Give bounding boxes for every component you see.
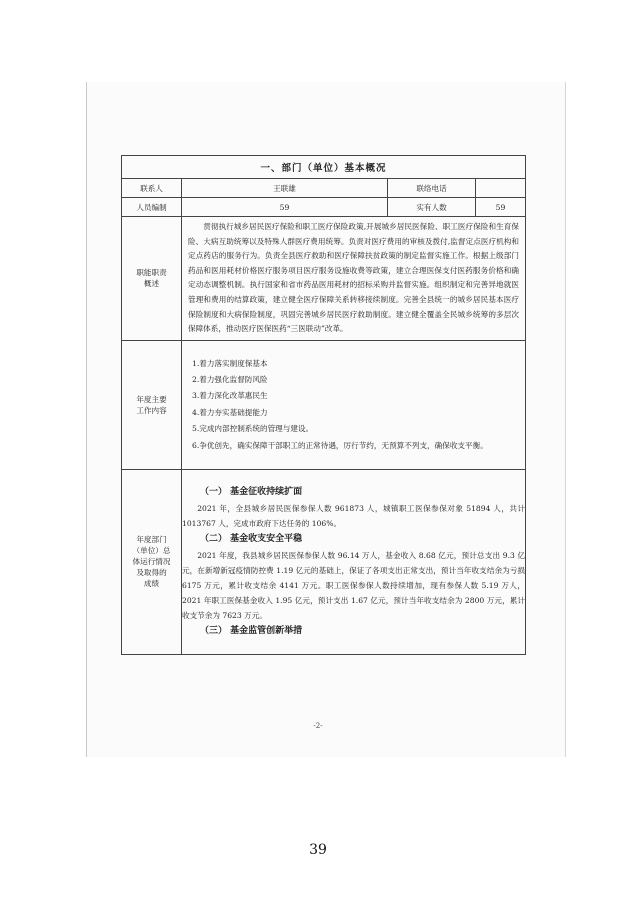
staffing-label: 人员编制: [122, 198, 182, 217]
performance-cell: [182, 469, 526, 654]
basic-info-table: [121, 155, 526, 655]
annual-tasks-label: 年度主要 工作内容: [122, 340, 182, 469]
annual-tasks-cell: [182, 340, 526, 469]
section-heading-fund-balance: （二） 基金收支安全平稳: [200, 533, 303, 544]
section-text-fund-collection: 2021 年，全县城乡居民医保参保人数 961873 人，城镇职工医保参保对象 51894 人，共计 1013767 人，完成市政府下达任务的 106%。: [182, 503, 526, 528]
phone-label: 联络电话: [388, 179, 476, 198]
staffing-quota: 59: [182, 198, 388, 217]
contact-name: 王联雄: [182, 179, 388, 198]
actual-staff-label: 实有人数: [388, 198, 476, 217]
annual-tasks-list: [182, 352, 525, 458]
list-item: 6.争优创先，确实保障干部职工的正常待遇，厉行节约，无预算不列支，确保收支平衡。: [192, 440, 488, 450]
duties-cell: [182, 217, 526, 341]
section-title: 一、部门（单位）基本概况: [122, 156, 526, 179]
section-text-fund-balance: 2021 年度，我县城乡居民医保参保人数 96.14 万人，基金收入 8.68 亿元，预计总支出 9.3 亿元，在新增新冠疫情防控费 1.19 亿元的基础上，保证了各项支出正常支出，预计当年收支结余为亏损 6175 万元，累计收支结余 4141 万元。职工医保参保人数持续增加，现有参保人数 5.19 万人，2021 年职工医保基金收入 1.95 亿元，预计支出 1.67 亿元，预计当年收支结余为 2800 万元，累计收支节余为 7623 万元。: [182, 550, 526, 620]
duties-text: 贯彻执行城乡居民医疗保险和职工医疗保险政策,开展城乡居民医保险、职工医疗保险和生育保险、大病互助统筹以及特殊人群医疗费用统筹。负责对医疗费用的审核及拨付,监督定点医疗机构和定点药店的服务行为。负责全县医疗救助和医疗保障扶贫政策的制定监督实施工作。根据上级部门药品和医用耗材价格医疗服务项目医疗服务设施收费等政策，建立合理医保支付医药服务价格和确定动态调整机制。执行国家和省市药品医用耗材的招标采购并监督实施。组织制定和完善异地就医管理和费用的结算政策，建立健全医疗保障关系转移接续制度。完善全县统一的城乡居民基本医疗保险制度和大病保险制度，巩固完善城乡居民医疗救助制度。建立健全覆盖全民城乡统筹的多层次保障体系，推动医疗医保医药“三医联动”改革。: [188, 222, 520, 334]
duties-label: 职能职责 概述: [122, 217, 182, 341]
document-page-number: 39: [309, 842, 327, 858]
list-item: 1.着力落实制度保基本: [192, 358, 268, 368]
list-item: 4.着力夯实基础提能力: [192, 407, 268, 417]
contact-label: 联系人: [122, 179, 182, 198]
section-heading-fund-collection: （一） 基金征收持续扩面: [200, 486, 303, 497]
inner-page-number: -2-: [313, 722, 323, 730]
list-item: 5.完成内部控制系统的管理与建设。: [192, 424, 314, 434]
list-item: 3.着力深化改革惠民生: [192, 391, 268, 401]
phone-value: [476, 179, 526, 198]
actual-staff-value: 59: [476, 198, 526, 217]
list-item: 2.着力强化监督防风险: [192, 374, 268, 384]
performance-label: 年度部门 （单位）总 体运行情况 及取得的 成绩: [122, 469, 182, 654]
section-heading-fund-supervision: （三） 基金监管创新举措: [200, 625, 303, 636]
